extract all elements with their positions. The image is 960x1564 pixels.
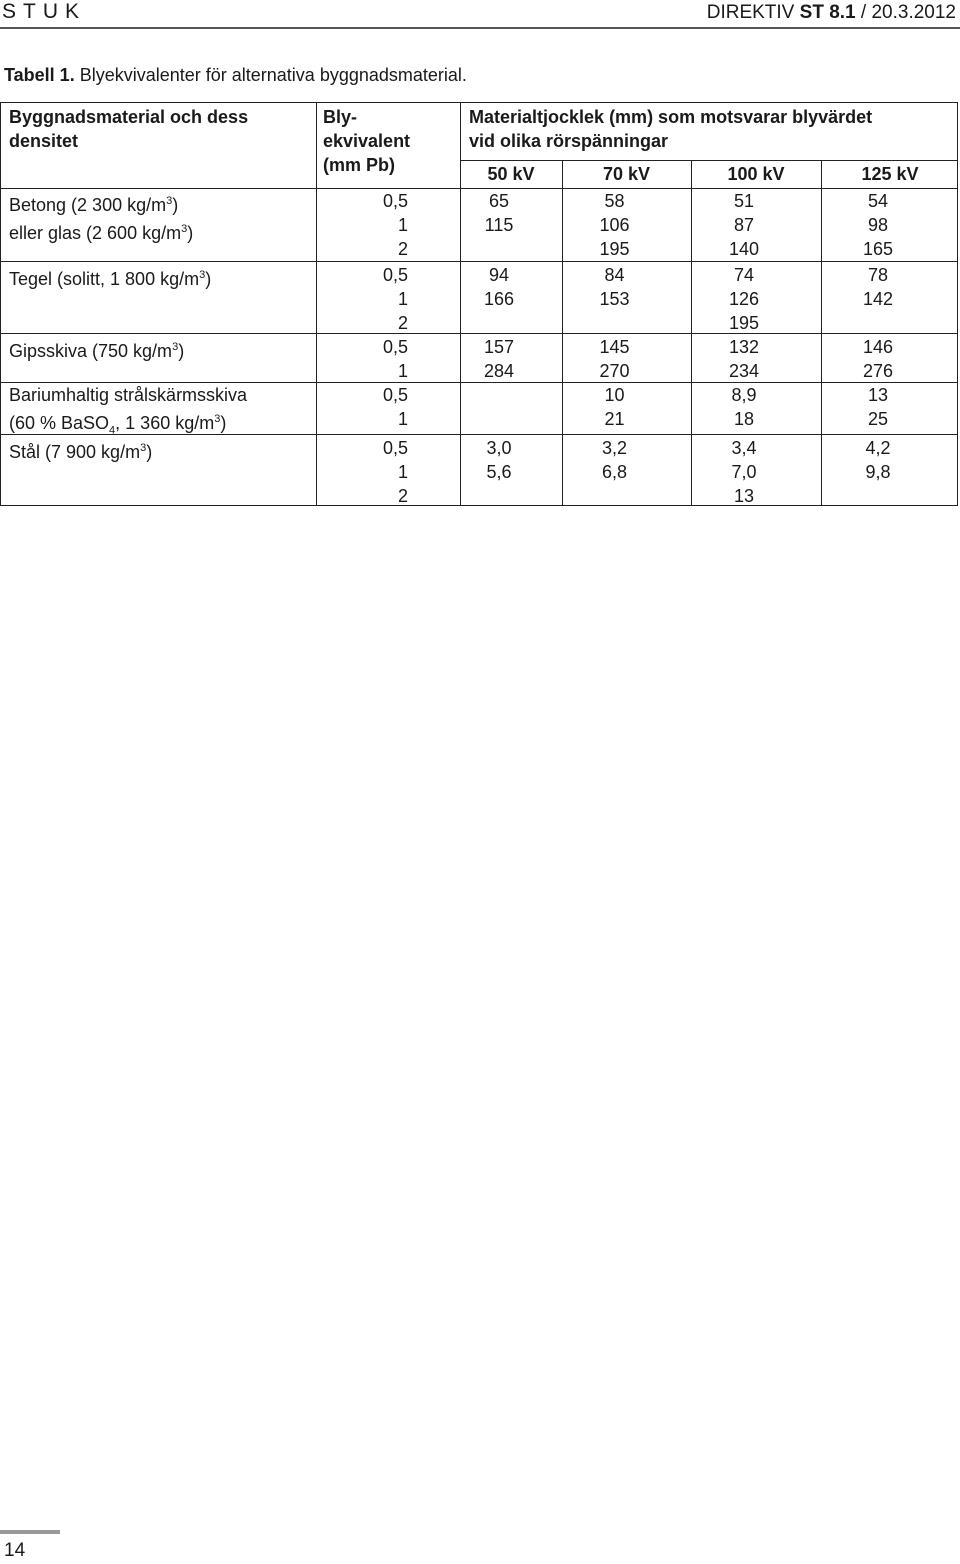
caption-label: Tabell 1. <box>4 65 75 85</box>
pb-value: 1 <box>397 215 408 235</box>
kv-header: 125 kV <box>861 164 919 184</box>
pb-value: 0,5 <box>382 438 408 458</box>
col-header-lead-equivalent: Bly- ekvivalent (mm Pb) <box>323 107 411 175</box>
pb-value: 2 <box>397 486 408 506</box>
pb-value: 1 <box>397 289 408 309</box>
thickness-value: 74 <box>733 265 755 285</box>
thickness-value: 84 <box>604 265 625 285</box>
group-header-thickness: Materialtjocklek (mm) som motsvarar blyvärdet vid olika rörspänningar <box>469 107 873 151</box>
thickness-value: 270 <box>599 361 630 381</box>
lead-equivalent-table <box>0 102 958 506</box>
table-hline <box>1 261 957 262</box>
thickness-value: 126 <box>728 289 760 309</box>
directive-code: ST 8.1 <box>799 2 856 23</box>
thickness-value: 146 <box>862 337 894 357</box>
thickness-value: 65 <box>488 191 510 211</box>
thickness-value: 3,0 <box>486 438 512 458</box>
thickness-value: 4,2 <box>865 438 891 458</box>
thickness-value: 234 <box>728 361 760 381</box>
material-betong: Betong (2 300 $kg/m^3$) eller glas (2 600 $kg/m^3$) <box>9 195 194 243</box>
thickness-value: 284 <box>483 361 515 381</box>
material-bariumhaltig: Bariumhaltig strålskärmsskiva (60 % BaSO$_4$, 1 360 $kg/m^3$) <box>9 385 248 437</box>
thickness-value: 13 <box>733 486 755 506</box>
pb-value: 2 <box>397 239 408 259</box>
thickness-value: 87 <box>733 215 755 235</box>
thickness-value: 106 <box>599 215 630 235</box>
directive-date: / 20.3.2012 <box>855 2 956 23</box>
thickness-value: 3,2 <box>601 438 628 458</box>
thickness-value: 94 <box>488 265 510 285</box>
page-number: 14 <box>4 1540 26 1561</box>
thickness-value: 13 <box>867 385 889 405</box>
header-rule <box>0 27 960 29</box>
thickness-value: 276 <box>862 361 894 381</box>
thickness-value: 153 <box>599 289 630 309</box>
thickness-value: 51 <box>733 191 755 211</box>
thickness-value: 54 <box>867 191 889 211</box>
directive-prefix: DIREKTIV <box>706 2 800 23</box>
thickness-value: 140 <box>728 239 760 259</box>
pb-value: 0,5 <box>382 191 408 211</box>
kv-header: 100 kV <box>727 164 785 184</box>
col-header-material: Byggnadsmaterial och dess densitet <box>9 107 249 151</box>
thickness-value: 18 <box>733 409 755 429</box>
kv-header: 50 kV <box>487 164 535 184</box>
caption-text: Blyekvivalenter för alternativa byggnadsmaterial. <box>74 65 467 85</box>
thickness-value: 8,9 <box>731 385 757 405</box>
pb-value: 0,5 <box>382 385 408 405</box>
material-stal: Stål (7 900 $kg/m^3$) <box>9 442 153 462</box>
thickness-value: 5,6 <box>486 462 512 482</box>
thickness-value: 78 <box>867 265 889 285</box>
thickness-value: 142 <box>862 289 894 309</box>
thickness-value: 165 <box>862 239 894 259</box>
thickness-value: 25 <box>867 409 889 429</box>
thickness-value: 145 <box>599 337 630 357</box>
thickness-value: 9,8 <box>865 462 891 482</box>
table-caption <box>4 65 467 86</box>
pb-value: 0,5 <box>382 265 408 285</box>
page-header-org: STUK <box>2 0 87 23</box>
thickness-value: 132 <box>728 337 760 357</box>
thickness-value: 6,8 <box>601 462 628 482</box>
thickness-value: 195 <box>599 239 630 259</box>
material-tegel: Tegel (solitt, 1 800 $kg/m^3$) <box>9 269 212 289</box>
thickness-value: 166 <box>483 289 515 309</box>
kv-header: 70 kV <box>602 164 651 184</box>
thickness-value: 21 <box>604 409 625 429</box>
pb-value: 1 <box>397 409 408 429</box>
footer-rule <box>0 1530 60 1534</box>
pb-value: 2 <box>397 313 408 333</box>
thickness-value: 58 <box>604 191 625 211</box>
pb-value: 0,5 <box>382 337 408 357</box>
pb-value: 1 <box>397 361 408 381</box>
thickness-value: 7,0 <box>731 462 757 482</box>
thickness-value: 3,4 <box>731 438 757 458</box>
page-header-directive <box>707 2 956 24</box>
table-hline <box>460 160 957 161</box>
thickness-value: 98 <box>867 215 889 235</box>
material-gipsskiva: Gipsskiva (750 $kg/m^3$) <box>9 341 185 361</box>
thickness-value: 195 <box>728 313 760 333</box>
thickness-value: 10 <box>604 385 625 405</box>
thickness-value: 115 <box>484 215 514 235</box>
table-hline <box>1 333 957 334</box>
thickness-value: 157 <box>483 337 515 357</box>
pb-value: 1 <box>397 462 408 482</box>
